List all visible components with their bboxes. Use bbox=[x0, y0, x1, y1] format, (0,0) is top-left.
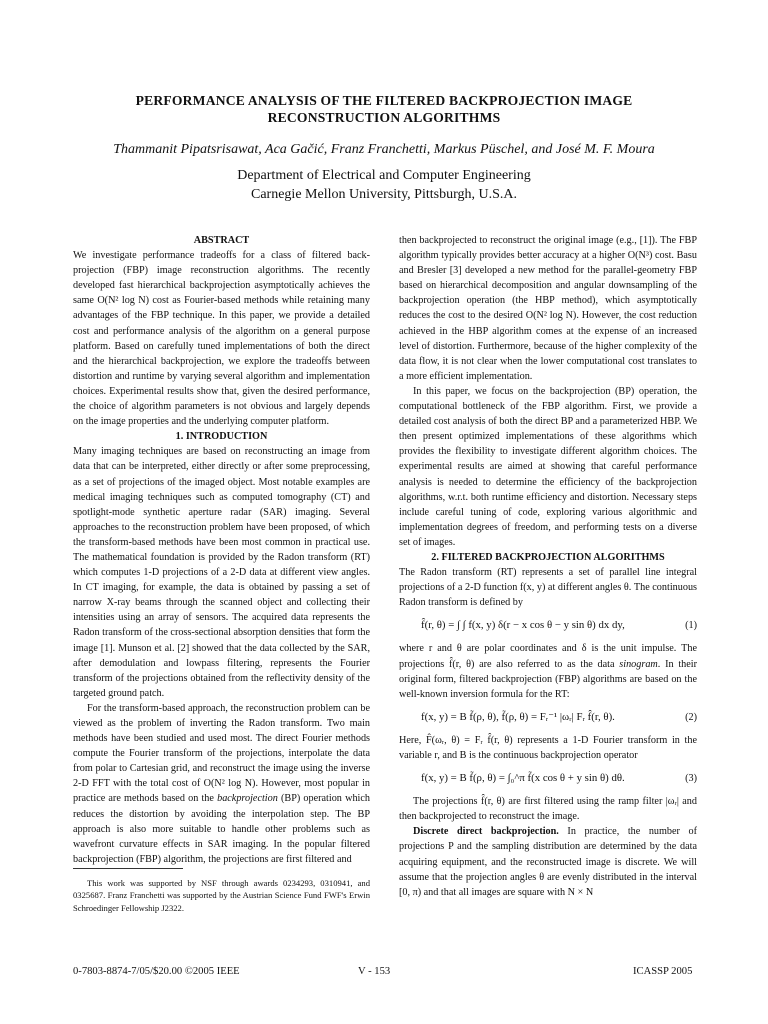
equation-3-number: (3) bbox=[685, 773, 697, 785]
sinogram-paragraph-part-b: . In their original form, filtered backprojection (FBP) algorithms are based on the well-known inversion formula for the RT: bbox=[399, 658, 697, 700]
paper-title bbox=[60, 92, 708, 126]
sinogram-paragraph bbox=[399, 641, 697, 701]
fourier-paragraph: Here, F̂(ωᵣ, θ) = Fᵣ f̂(r, θ) represents a 1-D Fourier transform in the variable r, and B is the continuous backprojection operator bbox=[399, 734, 697, 761]
intro-paragraph-2-part-b: (BP) operation which reduces the distortion by avoiding the interpolation step. The BP approach is also more suitable to handle other problems such as wavefront curvature effects in SAR imaging. In the popular filtered backprojection (FBP) algorithm, the projections are first filtered and bbox=[73, 793, 370, 865]
footer-conference: ICASSP 2005 bbox=[633, 966, 693, 977]
footer-page-number: V - 153 bbox=[358, 966, 391, 977]
focus-paragraph: In this paper, we focus on the backprojection (BP) operation, the computational bottleneck of the FBP algorithm. First, we provide a detailed cost analysis of both the direct BP and a parameterized HBP. We then present optimized implementations of these algorithms which provides the flexibility to investigate different algorithm choices. The experimental results are aimed at showing that careful performance analysis is needed to determine the efficiency of the backprojection algorithms, w.r.t. both runtime efficiency and distortion. Necessary steps include careful tuning of code, exploring various algorithmic and implementation degrees of freedom, and performing tests on a diverse set of images. bbox=[399, 385, 697, 548]
equation-2-number: (2) bbox=[685, 711, 697, 723]
abstract-heading: ABSTRACT bbox=[193, 235, 250, 246]
right-column bbox=[399, 233, 697, 900]
sinogram-paragraph-part-a: where r and θ are polar coordinates and δ is the unit impulse. The projections f̂(r, θ) are also referred to as the data bbox=[399, 643, 697, 670]
discrete-bp-runin-heading: Discrete direct backprojection. bbox=[413, 826, 559, 838]
footer-copyright: 0-7803-8874-7/05/$20.00 ©2005 IEEE bbox=[73, 966, 240, 977]
sinogram-term: sinogram bbox=[619, 658, 658, 670]
equation-3-body: f(x, y) = B f̃(ρ, θ) = ∫₀^π f̃(x cos θ + y sin θ) dθ. bbox=[421, 772, 625, 785]
abstract-text: We investigate performance tradeoffs for a class of filtered back-projection (FBP) image reconstruction algorithms. The recently developed fast hierarchical backprojection asymptotically achieves the same O(N² log N) cost as Fourier-based methods while retaining many advantages of the FBP technique. In this paper, we provide a detailed cost and performance analysis of the algorithm on a general purpose platform. Based on carefully tuned implementations of both the direct and the hierarchical backprojection, we explore the tradeoffs between distortion and runtime by varying several algorithm and implementation choices. Experimental results show that, given the desired performance, the choice of algorithm parameters is not obvious and largely depends on the image properties and the underlying computer platform. bbox=[73, 250, 370, 428]
backprojection-term: backprojection bbox=[217, 793, 278, 805]
equation-1-body: f̂(r, θ) = ∫ ∫ f(x, y) δ(r − x cos θ − y sin θ) dx dy, bbox=[421, 619, 625, 632]
equation-2 bbox=[399, 710, 697, 725]
ramp-filter-paragraph: The projections f̂(r, θ) are first filtered using the ramp filter |ωᵣ| and then backprojected to reconstruct the image. bbox=[399, 796, 697, 823]
equation-2-body: f(x, y) = B f̃(ρ, θ), f̃(ρ, θ) = Fᵣ⁻¹ |ωᵣ| Fᵣ f̂(r, θ). bbox=[421, 710, 615, 723]
affiliation-line-2: Carnegie Mellon University, Pittsburgh, U.S.A. bbox=[251, 187, 517, 202]
title-line-1: PERFORMANCE ANALYSIS OF THE FILTERED BACKPROJECTION IMAGE bbox=[135, 93, 633, 108]
footnote-text: This work was supported by NSF through awards 0234293, 0310941, and 0325687. Franz Franchetti was supported by the Austrian Science Fund FWF's Erwin Schroedinger Fellowship J2322. bbox=[73, 878, 370, 913]
equation-3 bbox=[399, 771, 697, 786]
footnote bbox=[73, 877, 370, 914]
intro-paragraph-2 bbox=[73, 701, 370, 867]
equation-1-number: (1) bbox=[685, 620, 697, 632]
intro-paragraph-2-part-a: For the transform-based approach, the reconstruction problem can be viewed as the problem of inverting the Radon transform. Two main methods have been studied and used most. The direct Fourier methods compute the Fourier transform of the projections, interpolate the data from polar to Cartesian grid, and reconstruct the image using the inverse 2-D FFT with the total cost of O(N² log N). However, most popular in practice are methods based on the bbox=[73, 702, 370, 805]
section-2-heading: 2. FILTERED BACKPROJECTION ALGORITHMS bbox=[431, 551, 665, 563]
intro-continued-paragraph: then backprojected to reconstruct the original image (e.g., [1]). The FBP algorithm typically provides better accuracy at a higher O(N³) cost. Basu and Bresler [3] developed a new method for the parallel-geometry FBP based on hierarchical decomposition and angular downsampling of the backprojection operation (the HBP method), which asymptotically reduces the cost to the desired O(N² log N). However, the cost reduction achieved in the HBP algorithm comes at the expense of an increased level of distortion. Furthermore, because of the higher complexity of the data flow, it is not clear when the lower computational cost translates to a more efficient implementation. bbox=[399, 235, 697, 382]
intro-paragraph-1: Many imaging techniques are based on reconstructing an image from data that can be interpreted, either directly or after some preprocessing, as a set of projections of the imaged object. Most notable examples are medical imaging techniques such as computed tomography (CT) and spotlight-mode synthetic aperture radar (SAR) imaging. Several approaches to the reconstruction problem have been proposed, of which the transform-based methods have been most common in practical use. The mathematical foundation is provided by the Radon transform (RT) which computes 1-D projections of a 2-D data at different view angles. In CT imaging, for example, the data is obtained by passing a set of narrow X-ray beams through the scanned object and collecting their intensities using an array of sensors. The acquired data represents the Radon transform of the cross-sectional absorption densities that form the image [1]. Munson et al. [2] showed that the data collected by the SAR, after demodulation and lowpass filtering, represents the Fourier transform of the projections obtained from the reflectivity density of the targeted ground patch. bbox=[73, 446, 370, 699]
equation-1 bbox=[399, 618, 697, 633]
affiliation-line-1: Department of Electrical and Computer Engineering bbox=[237, 168, 531, 183]
left-column bbox=[73, 233, 370, 867]
radon-paragraph: The Radon transform (RT) represents a set of parallel line integral projections of a 2-D function f(x, y) at different angles θ. The continuous Radon transform is defined by bbox=[399, 567, 697, 609]
discrete-bp-text: In practice, the number of projections P and the sampling distribution are determined by the data acquiring equipment, and the reconstructed image is discrete. We will assume that the projection angles θ are evenly distributed in the interval [0, π) and that all images are square with N × N bbox=[399, 826, 697, 898]
title-line-2: RECONSTRUCTION ALGORITHMS bbox=[267, 110, 501, 125]
discrete-bp-paragraph bbox=[399, 824, 697, 899]
footnote-rule bbox=[73, 868, 183, 869]
introduction-heading: 1. INTRODUCTION bbox=[175, 431, 268, 443]
author-list: Thammanit Pipatsrisawat, Aca Gačić, Franz Franchetti, Markus Püschel, and José M. F. Moura bbox=[113, 142, 655, 157]
affiliation bbox=[60, 166, 708, 204]
